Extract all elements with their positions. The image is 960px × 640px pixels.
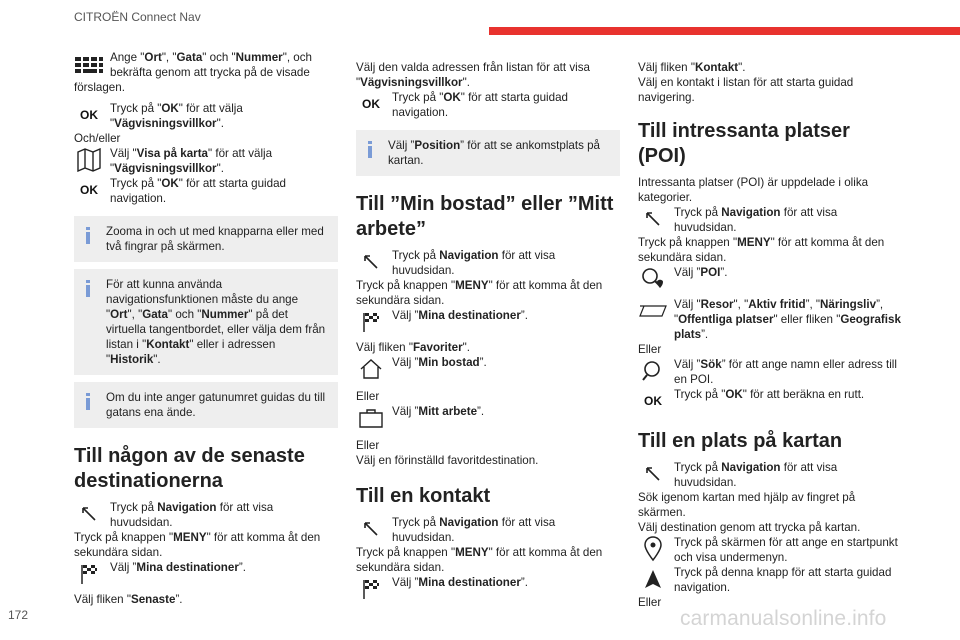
ok-icon: OK	[362, 96, 380, 111]
categories-icon	[638, 299, 668, 323]
navigation-icon	[356, 250, 386, 274]
column-3: Välj fliken "Kontakt". Välj en kontakt i listan för att starta guidad navigering. Till intressanta platser (POI) Intressanta platser (POI) är uppdelade i olika kategorier. Tryck på Navigation för att visa huvudsidan. Tryck på knappen "MENY" för att komma åt den sekundära sidan. Välj ”POI”. Välj "Resor", "Aktiv fritid”, "Näringsliv”, "Offentliga platser" eller fliken "Geografisk plats”. Eller Välj ”Sök” för att ange namn eller adress till en POI. OK Tryck på "OK" för att beräkna en rutt. Till en plats på kartan Tryck på Navigation för att visa huvudsidan. Sök igenom kartan med hjälp av fingret på skärmen. Välj destination genom att trycka på kartan. Tryck på skärmen för att ange en startpunkt och visa undermenyn. Tryck på denna knapp för att starta guidad navigation. Eller	[638, 61, 901, 609]
header-accent-bar	[489, 27, 960, 35]
heading-poi: Till intressanta platser (POI)	[638, 120, 850, 167]
info-icon	[86, 393, 90, 410]
info-box-address: För att kunna använda navigationsfunktionen måste du ange "Ort", "Gata" och "Nummer" på det virtuella tangentbordet, eller välja dem från listan i "Kontakt" eller i adressen "Historik".	[74, 269, 338, 375]
step-my-destinations: Välj ”Mina destinationer”.	[74, 560, 338, 588]
step-navigation: Tryck på Navigation för att visa huvudsidan.	[638, 205, 902, 235]
info-icon	[86, 280, 90, 297]
heading-recent-destinations: Till någon av de senaste destinationerna	[74, 445, 305, 492]
info-icon	[86, 227, 90, 244]
step-navigation: Tryck på Navigation för att visa huvudsidan.	[74, 500, 338, 530]
map-icon	[74, 148, 104, 172]
heading-contact: Till en kontakt	[356, 485, 491, 507]
poi-search-icon	[638, 267, 668, 291]
step-ok-route: OK Tryck på "OK" för att beräkna en rutt.	[638, 387, 902, 415]
watermark: carmanualsonline.info	[680, 607, 887, 630]
navigation-icon	[356, 517, 386, 541]
step-navigation: Tryck på Navigation för att visa huvudsidan.	[356, 515, 620, 545]
column-1: Ange "Ort", "Gata" och "Nummer", och bekräfta genom att trycka på de visade förslagen. OK Tryck på "OK" för att välja "Vägvisningsvillkor". Och/eller Välj "Visa på karta" för att välja "Vägvisningsvillkor". OK Tryck på "OK" för att starta guidad navigation. Zooma in och ut med knapparna eller med två fingrar på skärmen. För att kunna använda navigationsfunktionen måste du ange "Ort", "Gata" och "Nummer" på det virtuella tangentbordet, eller välja dem från listan i "Kontakt" eller i adressen "Historik". Om du inte anger gatunumret guidas du till gatans ena ände. Till någon av de senaste destinationerna Tryck på Navigation för att visa huvudsidan. Tryck på knappen "MENY" för att komma åt den sekundära sidan. Välj ”Mina destinationer”. Välj fliken "Senaste”.	[74, 50, 338, 607]
step-my-work: Välj ”Mitt arbete”.	[356, 404, 620, 432]
ok-icon: OK	[80, 182, 98, 197]
start-navigation-icon	[638, 567, 668, 591]
step-categories: Välj "Resor", "Aktiv fritid”, "Näringsliv”, "Offentliga platser" eller fliken "Geografisk plats”.	[638, 297, 902, 342]
flag-icon	[356, 577, 386, 601]
info-box-position: Välj ”Position” för att se ankomstplats på kartan.	[356, 130, 620, 176]
info-icon	[368, 141, 372, 158]
step-my-home: Välj ”Min bostad”.	[356, 355, 620, 383]
or-text: Och/eller	[74, 132, 121, 145]
step-my-destinations: Välj ”Mina destinationer”.	[356, 308, 620, 336]
navigation-icon	[638, 462, 668, 486]
flag-icon	[356, 310, 386, 334]
step-enter-address: Ange "Ort", "Gata" och "Nummer", och bekräfta genom att trycka på de visade förslagen.	[74, 51, 312, 94]
header-title: CITROËN Connect Nav	[74, 10, 201, 24]
step-pin: Tryck på skärmen för att ange en startpunkt och visa undermenyn.	[638, 535, 902, 565]
step-poi: Välj ”POI”.	[638, 265, 902, 293]
step-start-guidance: Tryck på denna knapp för att starta guidad navigation.	[638, 565, 902, 595]
step-ok-start: OK Tryck på "OK" för att starta guidad navigation.	[356, 90, 620, 120]
home-icon	[356, 357, 386, 381]
info-box-street-number: Om du inte anger gatunumret guidas du till gatans ena ände.	[74, 382, 338, 428]
navigation-icon	[74, 502, 104, 526]
briefcase-icon	[356, 406, 386, 430]
step-my-destinations: Välj ”Mina destinationer”.	[356, 575, 620, 603]
heading-map-place: Till en plats på kartan	[638, 430, 843, 452]
location-pin-icon	[638, 537, 668, 561]
step-ok-conditions: OK Tryck på "OK" för att välja "Vägvisningsvillkor".	[74, 101, 338, 131]
ok-icon: OK	[80, 107, 98, 122]
step-navigation: Tryck på Navigation för att visa huvudsidan.	[356, 248, 620, 278]
step-navigation: Tryck på Navigation för att visa huvudsidan.	[638, 460, 902, 490]
page-number: 172	[8, 608, 29, 622]
search-icon	[638, 359, 668, 383]
keyboard-icon	[74, 53, 104, 77]
step-ok-start: OK Tryck på "OK" för att starta guidad navigation.	[74, 176, 338, 206]
heading-home-work: Till ”Min bostad” eller ”Mitt arbete”	[356, 193, 614, 240]
step-search: Välj ”Sök” för att ange namn eller adress till en POI.	[638, 357, 902, 387]
info-box-zoom: Zooma in och ut med knapparna eller med två fingrar på skärmen.	[74, 216, 338, 262]
column-2: Välj den valda adressen från listan för att visa "Vägvisningsvillkor". OK Tryck på "OK" för att starta guidad navigation. Välj ”Position” för att se ankomstplats på kartan. Till ”Min bostad” eller ”Mitt arbete” Tryck på Navigation för att visa huvudsidan. Tryck på knappen "MENY" för att komma åt den sekundära sidan. Välj ”Mina destinationer”. Välj fliken "Favoriter". Välj ”Min bostad”. Eller Välj ”Mitt arbete”. Eller Välj en förinställd favoritdestination. Till en kontakt Tryck på Navigation för att visa huvudsidan. Tryck på knappen "MENY" för att komma åt den sekundära sidan. Välj ”Mina destinationer”.	[356, 50, 620, 603]
navigation-icon	[638, 207, 668, 231]
step-show-map: Välj "Visa på karta" för att välja "Vägvisningsvillkor".	[74, 146, 338, 176]
flag-icon	[74, 562, 104, 586]
ok-icon: OK	[644, 393, 662, 408]
